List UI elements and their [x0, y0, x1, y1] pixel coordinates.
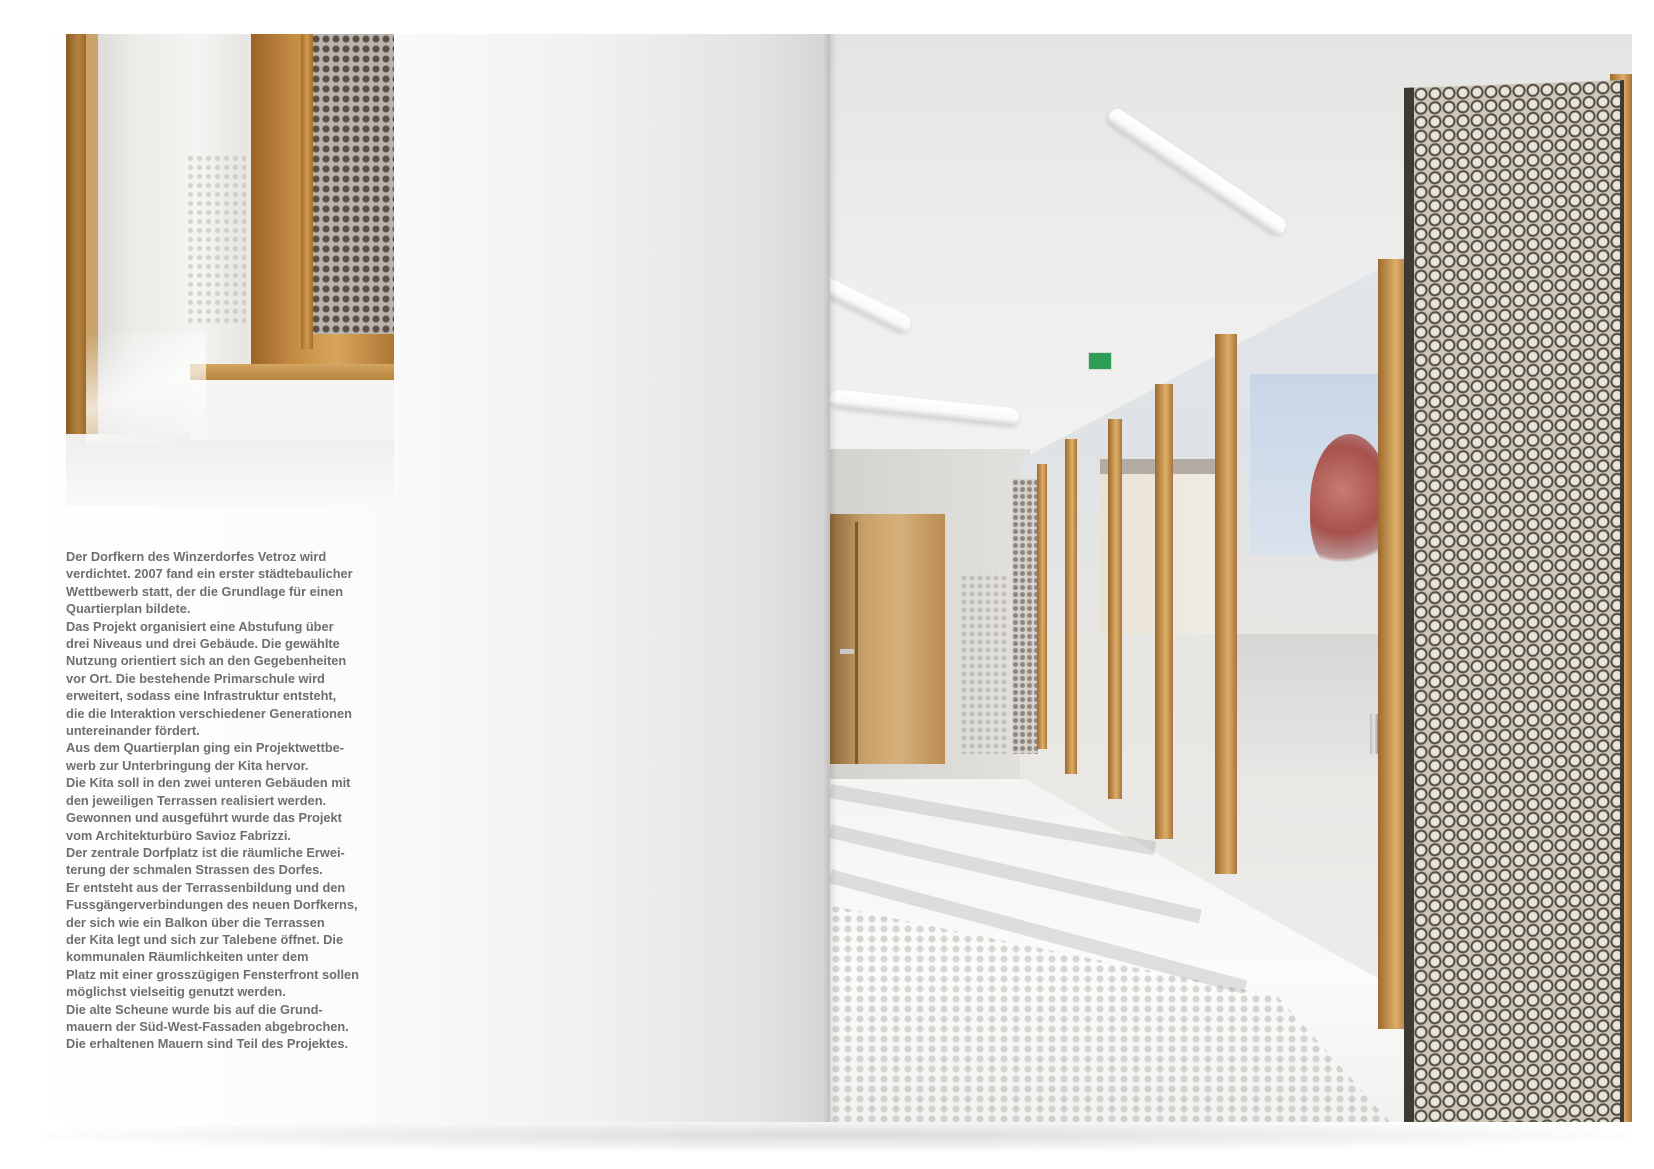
spread-drop-shadow: [40, 1118, 1632, 1152]
text-line: werb zur Unterbringung der Kita hervor.: [66, 757, 309, 773]
text-line: Wettbewerb statt, der die Grundlage für einen: [66, 583, 344, 599]
window-handle: [1370, 714, 1378, 754]
text-line: Die erhaltenen Mauern sind Teil des Projektes.: [66, 1036, 349, 1052]
frame-mullion: [1155, 384, 1173, 839]
text-line: den jeweiligen Terrassen realisiert werden.: [66, 792, 327, 808]
door-edge: [855, 522, 858, 764]
window-mullion: [301, 34, 313, 349]
text-line: terung der schmalen Strassen des Dorfes.: [66, 862, 323, 878]
wooden-door: [830, 514, 945, 764]
sunlight: [86, 334, 206, 444]
window-sill: [190, 364, 394, 380]
door-handle: [840, 649, 854, 654]
text-line: der sich wie ein Balkon über die Terrassen: [66, 914, 325, 930]
text-line: verdichtet. 2007 fand ein erster städtebaulicher: [66, 566, 353, 582]
text-line: die die Interaktion verschiedener Generationen: [66, 705, 352, 721]
left-page: [23, 34, 830, 1122]
wooden-frame-left: [66, 34, 86, 444]
text-line: Fussgängerverbindungen des neuen Dorfkerns,: [66, 897, 358, 913]
text-line: Die Kita soll in den zwei unteren Gebäuden mit: [66, 775, 351, 791]
text-line: kommunalen Räumlichkeiten unter dem: [66, 949, 309, 965]
light-pattern: [186, 154, 246, 324]
text-line: Das Projekt organisiert eine Abstufung über: [66, 618, 334, 634]
text-line: Der zentrale Dorfplatz ist die räumliche Erwei-: [66, 844, 345, 860]
text-line: Platz mit einer grosszügigen Fensterfront sollen: [66, 966, 359, 982]
sill-front: [190, 380, 394, 440]
light-pattern-wall: [960, 574, 1010, 754]
frame-mullion: [1215, 334, 1237, 874]
text-line: vor Ort. Die bestehende Primarschule wird: [66, 670, 325, 686]
frame-mullion: [1065, 439, 1077, 774]
perforated-metal-screen: [1404, 80, 1624, 1122]
exit-sign-icon: [1088, 352, 1112, 370]
frame-mullion: [1037, 464, 1047, 749]
text-line: Der Dorfkern des Winzerdorfes Vetroz wird: [66, 549, 327, 564]
text-line: der Kita legt und sich zur Talebene öffnet. Die: [66, 931, 344, 947]
body-text: [66, 548, 406, 1053]
text-line: Nutzung orientiert sich an den Gegebenheiten: [66, 653, 347, 669]
spine-gutter: [823, 34, 837, 1122]
perforated-panel-small: [1012, 479, 1038, 754]
text-line: mauern der Süd-West-Fassaden abgebrochen.: [66, 1018, 349, 1034]
text-line: Quartierplan bildete.: [66, 601, 191, 617]
floor: [66, 434, 394, 506]
text-line: erweitert, sodass eine Infrastruktur entsteht,: [66, 688, 337, 704]
text-line: vom Architekturbüro Savioz Fabrizzi.: [66, 827, 291, 843]
outside-ground: [1220, 634, 1390, 774]
text-line: Gewonnen und ausgeführt wurde das Projekt: [66, 810, 342, 826]
text-line: drei Niveaus und drei Gebäude. Die gewählte: [66, 636, 340, 652]
text-line: untereinander fördert.: [66, 723, 200, 739]
text-line: Er entsteht aus der Terrassenbildung und den: [66, 879, 346, 895]
window-photo: [66, 34, 394, 506]
right-page: [830, 34, 1632, 1122]
text-line: Aus dem Quartierplan ging ein Projektwettbe-: [66, 740, 345, 756]
perforated-screen: [311, 34, 394, 334]
text-line: Die alte Scheune wurde bis auf die Grund-: [66, 1001, 323, 1017]
frame-mullion: [1108, 419, 1122, 799]
corridor-photo: [830, 34, 1632, 1122]
text-line: möglichst vielseitig genutzt werden.: [66, 984, 286, 1000]
